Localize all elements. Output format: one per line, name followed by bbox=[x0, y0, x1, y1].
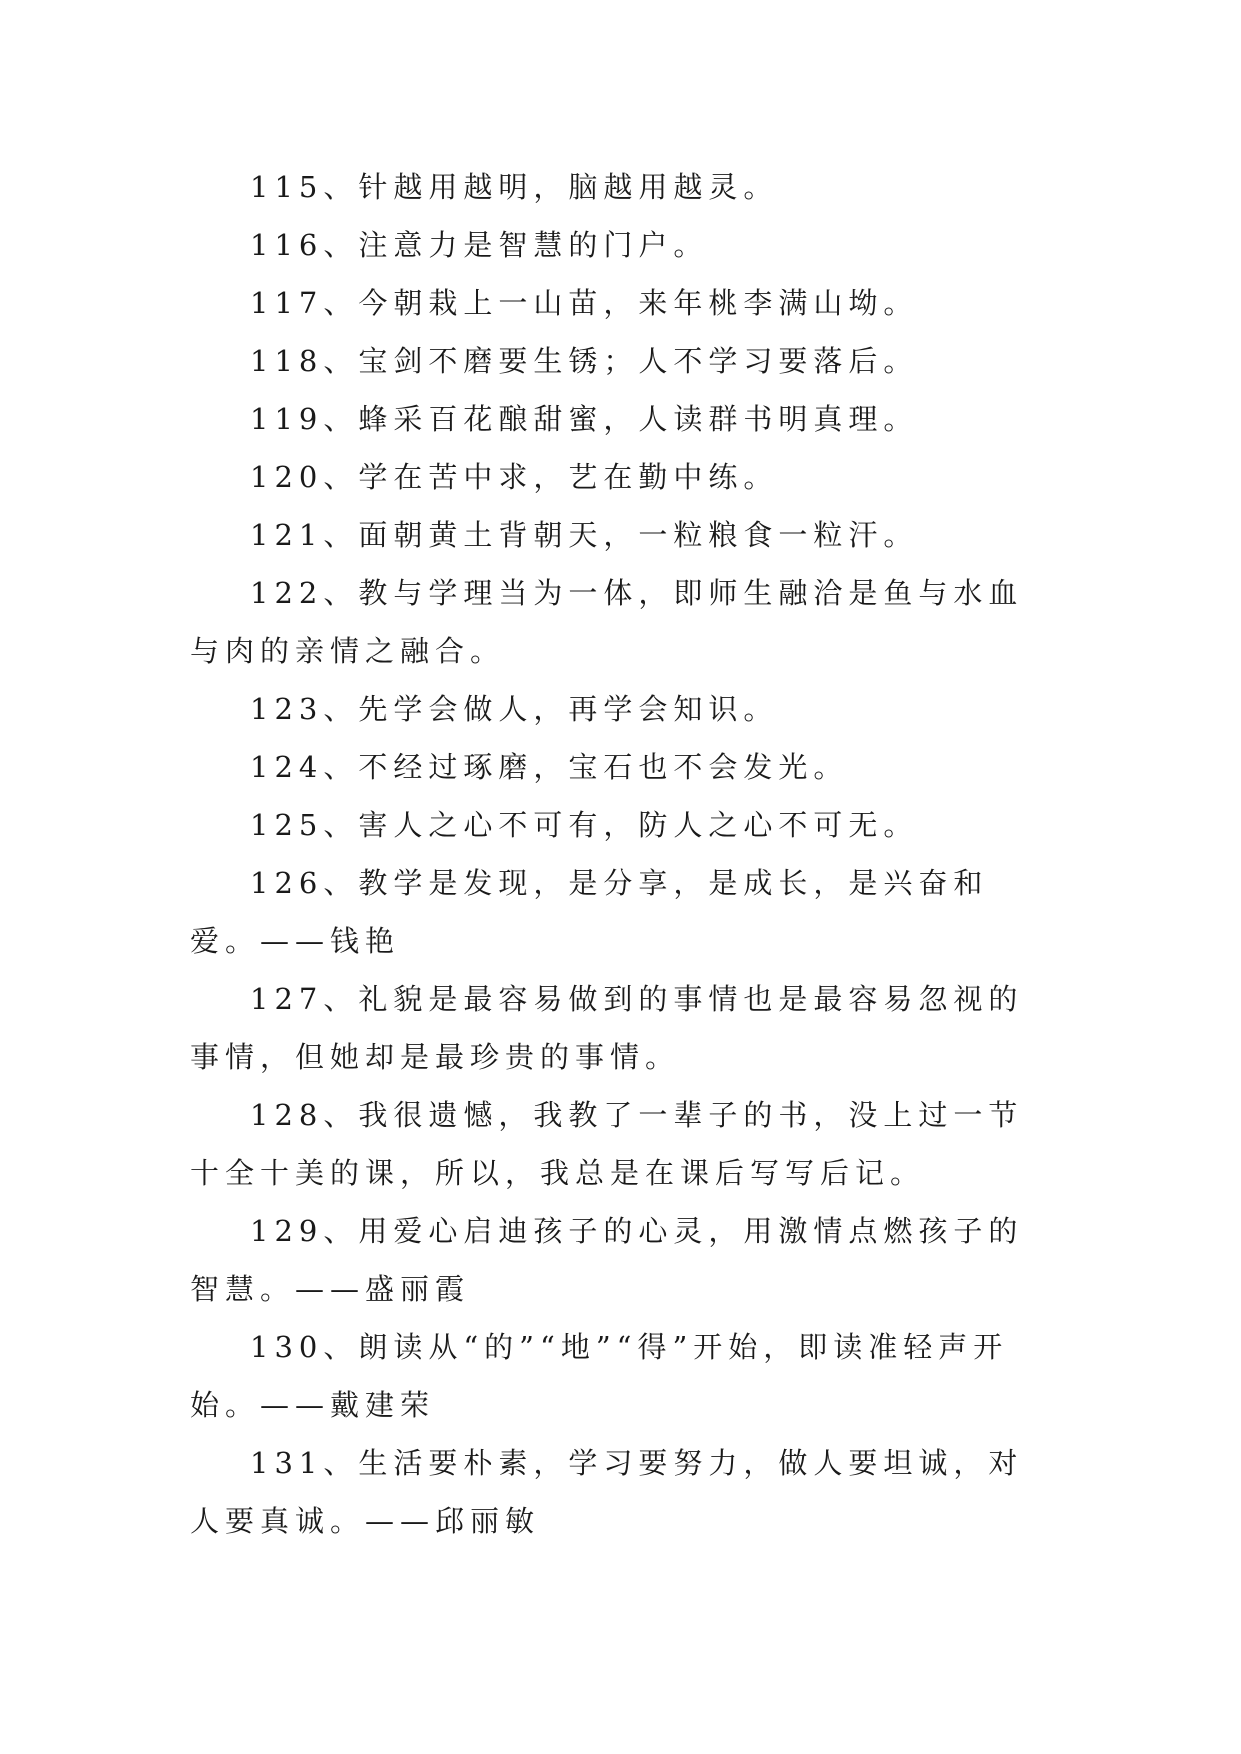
paragraph-125: 125、害人之心不可有，防人之心不可无。 bbox=[250, 808, 919, 842]
paragraph-130: 130、朗读从“的”“地”“得”开始，即读准轻声开始。——戴建荣 bbox=[190, 1330, 1009, 1422]
paragraph-131: 131、生活要朴素，学习要努力，做人要坦诚，对人要真诚。——邱丽敏 bbox=[190, 1446, 1024, 1538]
paragraph-128: 128、我很遗憾，我教了一辈子的书，没上过一节十全十美的课，所以，我总是在课后写写后记。 bbox=[190, 1098, 1024, 1190]
paragraph-115: 115、针越用越明，脑越用越灵。 bbox=[250, 170, 779, 204]
paragraph-123: 123、先学会做人，再学会知识。 bbox=[250, 692, 779, 726]
paragraph-129: 129、用爱心启迪孩子的心灵，用激情点燃孩子的智慧。——盛丽霞 bbox=[190, 1214, 1024, 1306]
paragraph-116: 116、注意力是智慧的门户。 bbox=[250, 228, 709, 262]
paragraph-124: 124、不经过琢磨，宝石也不会发光。 bbox=[250, 750, 849, 784]
paragraph-122: 122、教与学理当为一体，即师生融洽是鱼与水血与肉的亲情之融合。 bbox=[190, 576, 1024, 668]
paragraph-117: 117、今朝栽上一山苗，来年桃李满山坳。 bbox=[250, 286, 919, 320]
paragraph-121: 121、面朝黄土背朝天，一粒粮食一粒汗。 bbox=[250, 518, 919, 552]
paragraph-127: 127、礼貌是最容易做到的事情也是最容易忽视的事情，但她却是最珍贵的事情。 bbox=[190, 982, 1024, 1074]
paragraph-120: 120、学在苦中求，艺在勤中练。 bbox=[250, 460, 779, 494]
paragraph-119: 119、蜂采百花酿甜蜜，人读群书明真理。 bbox=[250, 402, 919, 436]
document-body bbox=[190, 158, 1058, 1550]
paragraph-118: 118、宝剑不磨要生锈；人不学习要落后。 bbox=[250, 344, 919, 378]
paragraph-126: 126、教学是发现，是分享，是成长，是兴奋和爱。——钱艳 bbox=[190, 866, 989, 958]
